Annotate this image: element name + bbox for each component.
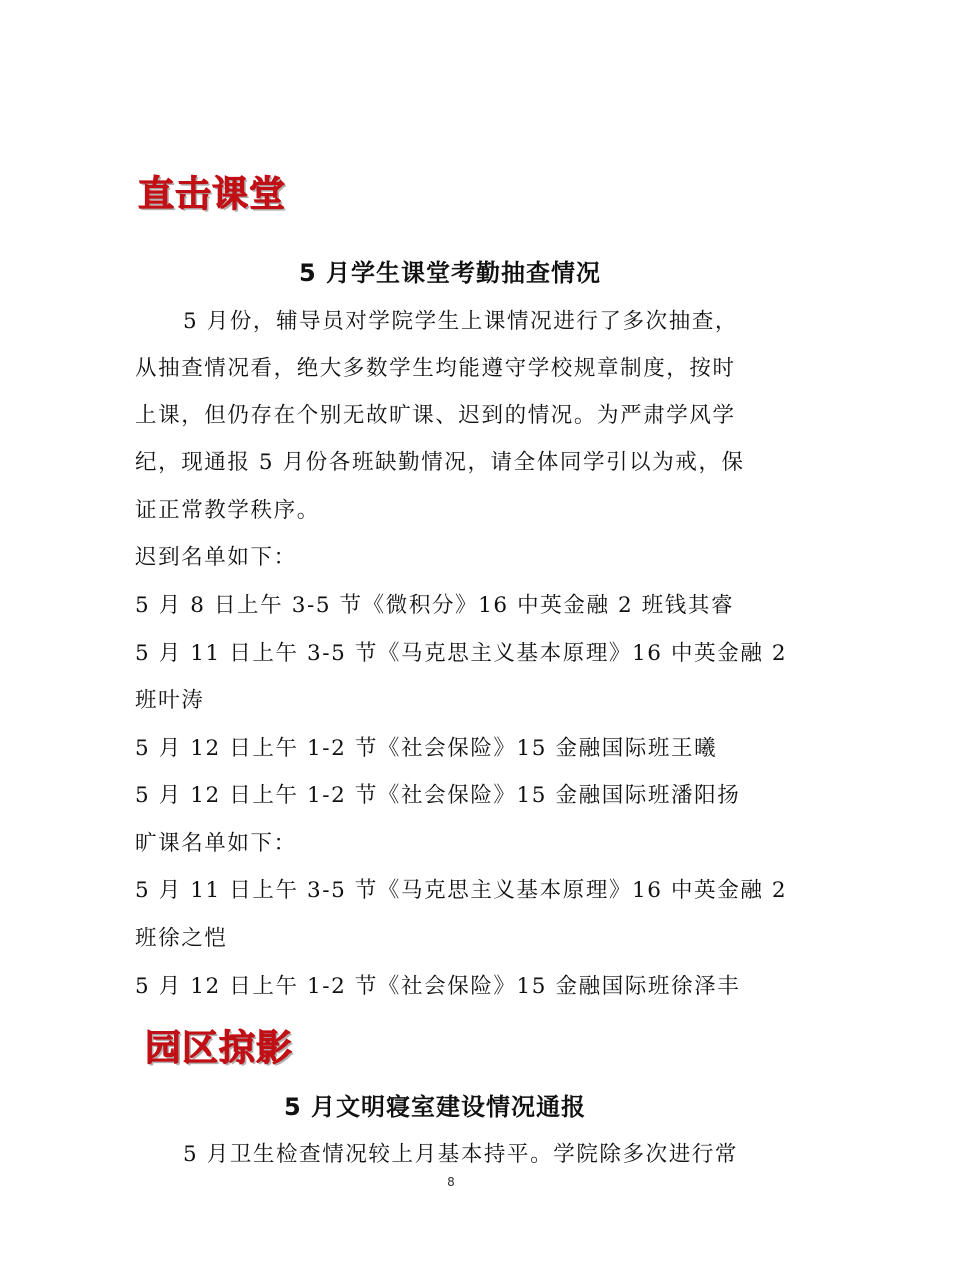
late-list-item: 班叶涛	[135, 688, 205, 713]
section-banner-classroom: 直击课堂	[138, 174, 287, 215]
paragraph-line: 纪，现通报 5 月份各班缺勤情况，请全体同学引以为戒，保	[135, 450, 745, 475]
late-list-item: 5 月 11 日上午 3-5 节《马克思主义基本原理》16 中英金融 2	[135, 641, 788, 666]
paragraph-line: 证正常教学秩序。	[135, 498, 320, 523]
late-list-heading: 迟到名单如下：	[135, 545, 297, 570]
absent-list-item: 班徐之恺	[135, 926, 228, 951]
late-list-item: 5 月 12 日上午 1-2 节《社会保险》15 金融国际班王曦	[135, 736, 718, 761]
absent-list-item: 5 月 12 日上午 1-2 节《社会保险》15 金融国际班徐泽丰	[135, 974, 741, 999]
section-banner-campus: 园区掠影	[145, 1028, 294, 1069]
paragraph-line: 5 月份，辅导员对学院学生上课情况进行了多次抽查，	[183, 309, 739, 334]
absent-list-heading: 旷课名单如下：	[135, 831, 297, 856]
paragraph-line: 从抽查情况看，绝大多数学生均能遵守学校规章制度，按时	[135, 356, 736, 381]
late-list-item: 5 月 8 日上午 3-5 节《微积分》16 中英金融 2 班钱其睿	[135, 593, 735, 618]
paragraph-line: 5 月卫生检查情况较上月基本持平。学院除多次进行常	[183, 1142, 739, 1167]
article-title-dormitory: 5 月文明寝室建设情况通报	[283, 1093, 587, 1121]
article-title-attendance: 5 月学生课堂考勤抽查情况	[298, 259, 602, 287]
paragraph-line: 上课，但仍存在个别无故旷课、迟到的情况。为严肃学风学	[135, 403, 736, 428]
absent-list-item: 5 月 11 日上午 3-5 节《马克思主义基本原理》16 中英金融 2	[135, 878, 788, 903]
page-number: 8	[447, 1175, 455, 1189]
late-list-item: 5 月 12 日上午 1-2 节《社会保险》15 金融国际班潘阳扬	[135, 783, 741, 808]
